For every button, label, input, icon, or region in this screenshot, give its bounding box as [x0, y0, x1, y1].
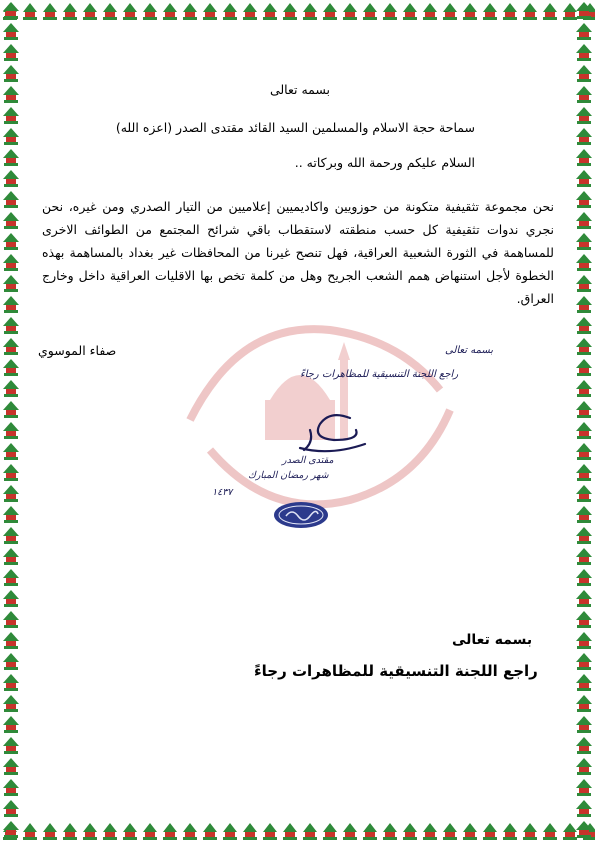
handwritten-month: شهر رمضان المبارك: [248, 470, 329, 481]
handwritten-reply: راجع اللجنة التنسيقية للمظاهرات رجاءً: [300, 369, 459, 380]
letter-greeting: السلام عليكم ورحمة الله وبركاته ..: [294, 155, 475, 170]
handwritten-signature: [290, 410, 370, 460]
letter-body: نحن مجموعة تثقيفية متكونة من حوزويين واكاديميين إعلاميين من التيار الصدري ومن غيره، نحن نجري ندوات تثقيفية كل حسب منطقته لاستقطاب باقي شرائح المجتمع من الطوائف الاخرى للمساهمة في الثورة الشعبية العراقية، فهل تنصح غيرنا من المحافظات غير بغداد بالمساهمة بهذه الخطوة لأجل استنهاض همم الشعب الجريح وهل من كلمة تخص بها الاقليات العراقية داخل وخارج العراق.: [42, 199, 554, 306]
decorative-border-bottom: [0, 820, 595, 842]
handwritten-heading: بسمه تعالى: [445, 345, 494, 356]
decorative-border-right: [573, 0, 595, 842]
reply-heading: بسمه تعالى: [452, 632, 533, 648]
decorative-border-left: [0, 0, 22, 842]
official-seal: [272, 500, 330, 530]
handwritten-signer-name: مقتدى الصدر: [282, 455, 334, 466]
reply-text: راجع اللجنة التنسيقية للمظاهرات رجاءً: [254, 662, 538, 680]
letter-heading: بسمه تعالى: [269, 82, 331, 97]
decorative-border-top: [0, 0, 595, 22]
handwritten-year: ١٤٣٧: [212, 487, 233, 498]
letter-signer: صفاء الموسوي: [38, 343, 117, 358]
letter-addressee: سماحة حجة الاسلام والمسلمين السيد القائد مقتدى الصدر (اعزه الله): [115, 120, 475, 135]
